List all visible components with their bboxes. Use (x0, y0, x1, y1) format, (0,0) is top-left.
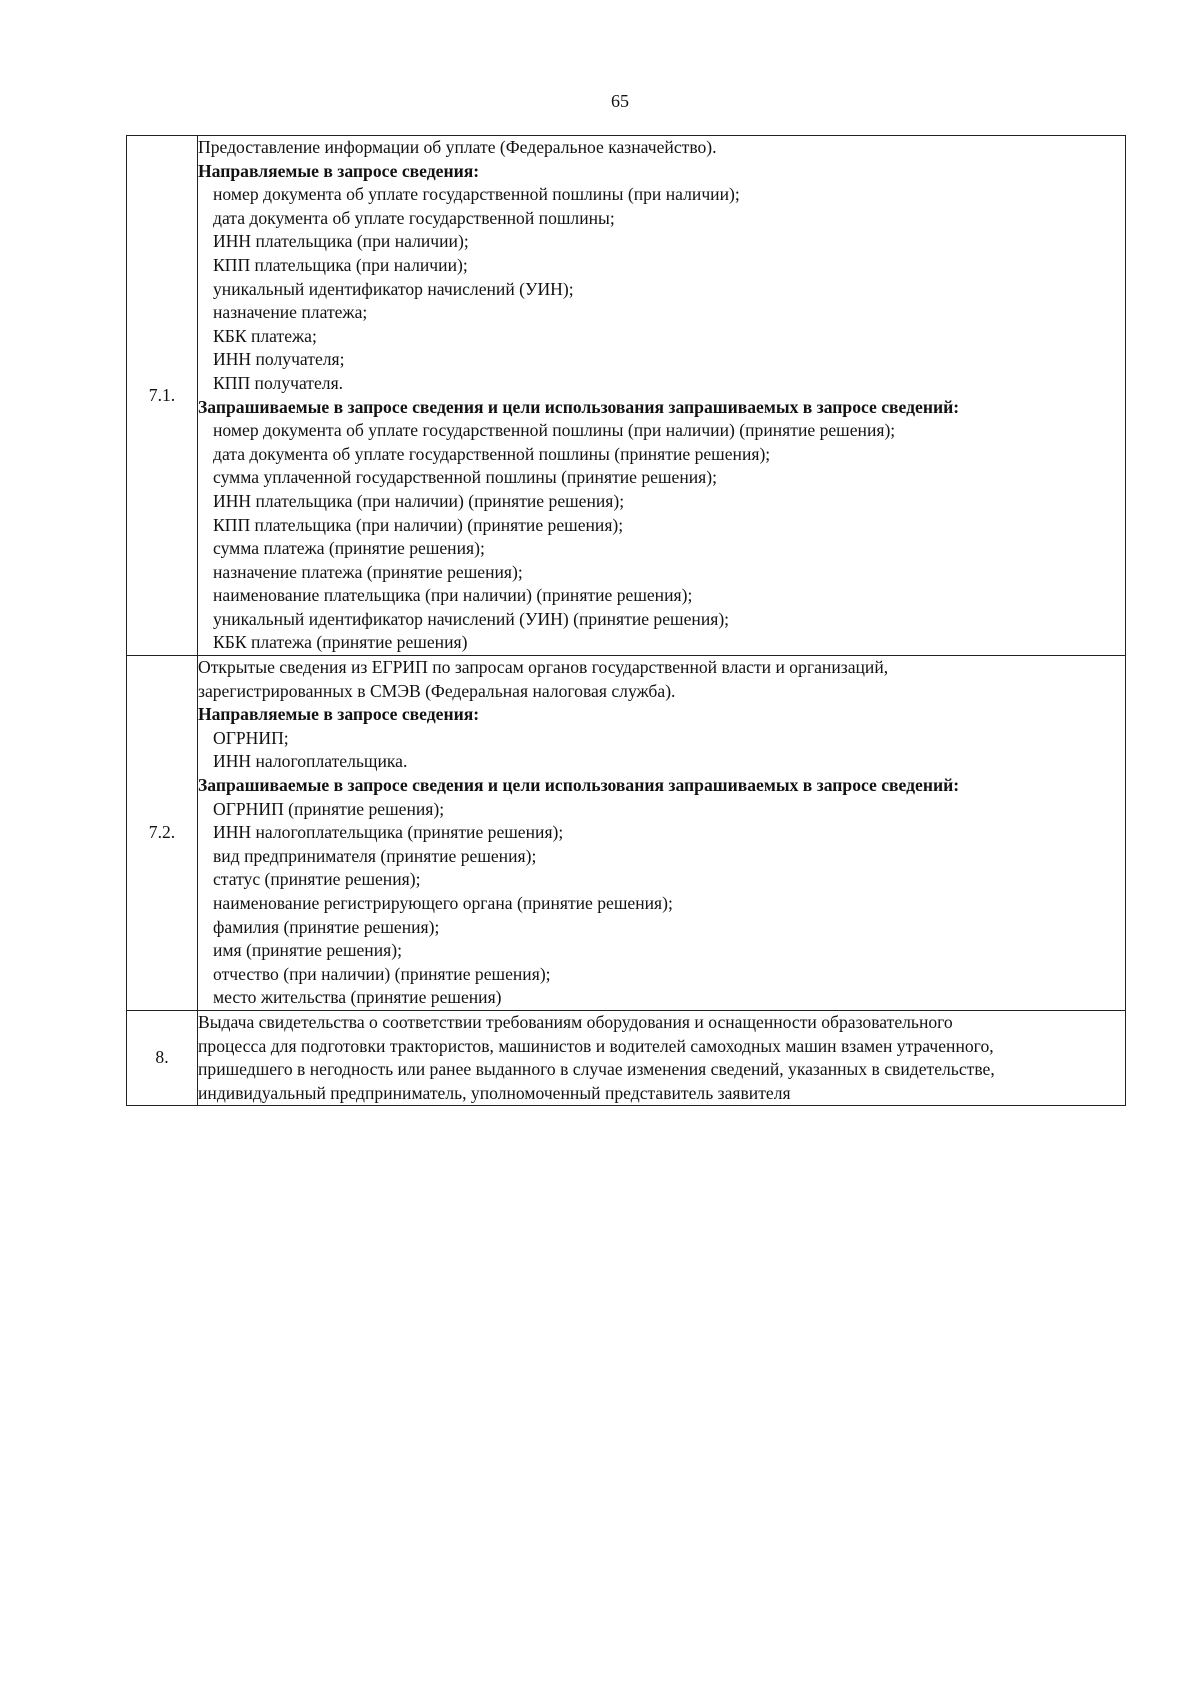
description-line: индивидуальный предприниматель, уполномоченный представитель заявителя (198, 1082, 791, 1103)
row-number: 7.2. (127, 656, 198, 1011)
table-row (127, 136, 1126, 656)
section-heading: Запрашиваемые в запросе сведения и цели использования запрашиваемых в запросе сведений: (198, 775, 960, 796)
row-number: 7.1. (127, 136, 198, 656)
list-item: назначение платежа (принятие решения); (213, 561, 523, 582)
list-item: имя (принятие решения); (213, 940, 402, 961)
list-item: ИНН получателя; (213, 349, 345, 370)
description-line: процесса для подготовки трактористов, машинистов и водителей самоходных машин взамен утраченного, (198, 1035, 994, 1056)
list-item: ОГРНИП (принятие решения); (213, 798, 445, 819)
list-item: место жительства (принятие решения) (213, 987, 502, 1008)
list-item: КПП получателя. (213, 372, 344, 393)
table-row (127, 1010, 1126, 1105)
list-item: сумма уплаченной государственной пошлины (принятие решения); (213, 467, 718, 488)
page-number: 65 (611, 91, 629, 111)
list-item: дата документа об уплате государственной пошлины (принятие решения); (213, 443, 771, 464)
list-item: номер документа об уплате государственной пошлины (при наличии); (213, 184, 740, 205)
section-heading: Направляемые в запросе сведения: (198, 704, 480, 725)
list-item: ИНН плательщика (при наличии) (принятие решения); (213, 490, 625, 511)
requests-table (126, 135, 1126, 1106)
description-line: Выдача свидетельства о соответствии требованиям оборудования и оснащенности образовательного (198, 1011, 953, 1032)
list-item: фамилия (принятие решения); (213, 916, 440, 937)
list-item: ИНН налогоплательщика. (213, 751, 408, 772)
list-item: уникальный идентификатор начислений (УИН); (213, 278, 574, 299)
list-item: ИНН плательщика (при наличии); (213, 231, 469, 252)
list-item: сумма платежа (принятие решения); (213, 538, 485, 559)
row-content (198, 136, 1126, 656)
list-item: КБК платежа; (213, 325, 317, 346)
list-item: отчество (при наличии) (принятие решения); (213, 963, 551, 984)
row-content (198, 1010, 1126, 1105)
list-item: ИНН налогоплательщика (принятие решения); (213, 822, 564, 843)
table-row (127, 656, 1126, 1011)
section-heading: Направляемые в запросе сведения: (198, 160, 480, 181)
list-item: дата документа об уплате государственной пошлины; (213, 207, 615, 228)
description-line: пришедшего в негодность или ранее выданного в случае изменения сведений, указанных в свидетельстве, (198, 1059, 995, 1080)
list-item: вид предпринимателя (принятие решения); (213, 845, 537, 866)
description-line: Предоставление информации об уплате (Федеральное казначейство). (198, 137, 717, 157)
list-item: КПП плательщика (при наличии); (213, 254, 468, 275)
list-item: уникальный идентификатор начислений (УИН) (принятие решения); (213, 608, 730, 629)
section-heading: Запрашиваемые в запросе сведения и цели использования запрашиваемых в запросе сведений: (198, 396, 960, 417)
list-item: КБК платежа (принятие решения) (213, 632, 468, 653)
list-item: наименование регистрирующего органа (принятие решения); (213, 893, 673, 913)
list-item: наименование плательщика (при наличии) (принятие решения); (213, 585, 693, 606)
list-item: КПП плательщика (при наличии) (принятие решения); (213, 514, 624, 535)
description-line: Открытые сведения из ЕГРИП по запросам органов государственной власти и организаций, (198, 657, 889, 678)
list-item: номер документа об уплате государственной пошлины (при наличии) (принятие решения); (213, 420, 896, 441)
list-item: статус (принятие решения); (213, 869, 421, 890)
description-line: зарегистрированных в СМЭВ (Федеральная налоговая служба). (198, 680, 676, 701)
list-item: ОГРНИП; (213, 727, 289, 748)
table-body (127, 136, 1126, 1106)
row-content (198, 656, 1126, 1011)
row-number: 8. (127, 1010, 198, 1105)
list-item: назначение платежа; (213, 302, 368, 323)
